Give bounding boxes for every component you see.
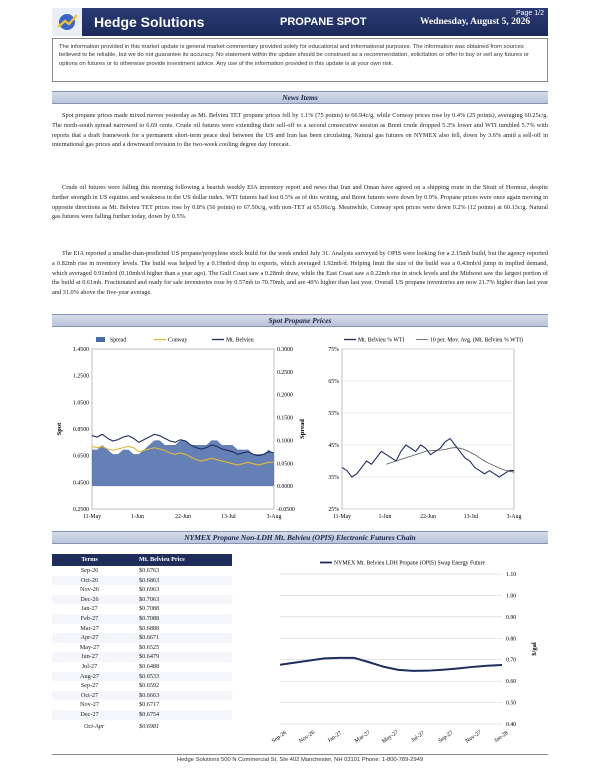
x-tick-label: 1-Jun xyxy=(378,514,392,520)
belvieu-wti-chart xyxy=(312,331,548,527)
y-tick-label: 1.10 xyxy=(506,572,517,578)
hedge-solutions-logo xyxy=(52,8,82,36)
y-tick-label: 1.00 xyxy=(506,593,517,600)
legend-label: NYMEX Mt. Belvieu LDH Propane (OPIS) Swap Energy Future xyxy=(334,560,486,567)
price-cell: $0.6592 xyxy=(139,682,160,690)
x-tick-label: Nov-26 xyxy=(298,729,317,745)
y-tick-label: 0.60 xyxy=(506,679,517,686)
brand-name: Hedge Solutions xyxy=(94,14,205,30)
y-tick-label: 0.80 xyxy=(506,636,517,643)
news-heading: News Items xyxy=(52,91,548,104)
x-tick-label: 3-Aug xyxy=(266,514,282,520)
y-tick-label: 1.4500 xyxy=(73,347,89,353)
spot-heading: Spot Propane Prices xyxy=(52,314,548,327)
term-cell: Nov-26 xyxy=(80,586,99,594)
x-tick-label: 22-Jun xyxy=(175,514,191,520)
y-tick-label: 75% xyxy=(328,347,339,353)
logo-icon xyxy=(56,12,78,32)
avg-price: $0.6981 xyxy=(139,723,160,730)
y-tick-label: 45% xyxy=(328,443,339,449)
report-date: Wednesday, August 5, 2026 xyxy=(420,17,531,27)
y-tick-label: 0.2500 xyxy=(73,507,89,513)
footer: Hedge Solutions 500 N Commercial St, Ste 402 Manchester, NH 03101 Phone: 1-800-789-2949 xyxy=(52,754,548,765)
price-cell: $0.6754 xyxy=(139,710,160,718)
x-tick-label: Sep-27 xyxy=(437,730,455,745)
price-cell: $0.6533 xyxy=(139,672,160,680)
x-tick-label: 13-Jul xyxy=(463,514,479,520)
table-row xyxy=(52,691,232,701)
price-cell: $0.6863 xyxy=(139,576,160,584)
price-cell: $0.6479 xyxy=(139,653,160,661)
term-cell: Oct-26 xyxy=(80,576,99,584)
term-cell: Jul-27 xyxy=(81,662,98,670)
y-tick-label: 0.6500 xyxy=(73,453,89,460)
futures-curve-chart xyxy=(240,552,548,748)
x-tick-label: 13-Jul xyxy=(221,514,236,520)
price-cell: $0.7088 xyxy=(139,605,160,613)
price-cell: $0.7063 xyxy=(139,595,160,603)
legend-label: Spread xyxy=(110,337,127,344)
futures-average-row xyxy=(52,723,232,730)
table-row xyxy=(52,566,232,576)
col-terms: Terms xyxy=(81,556,98,563)
term-cell: Jan-27 xyxy=(81,605,98,613)
term-cell: Aug-27 xyxy=(80,672,99,680)
price-cell: $0.6963 xyxy=(139,586,160,594)
y2-tick-label: 0.0500 xyxy=(277,461,293,468)
x-tick-label: Jan-27 xyxy=(326,730,343,745)
news-paragraph-1: Spot propane prices made mixed moves yesterday as Mt. Belvieu TET propane prices fell by 1.1% (75 points) to 66.94c/g, while Conway prices rose by 0.4% (25 points), averaging 60.25c/g. The north-south spread narrowed to 6.69 cents. Crude oil futures were extending their sell-off to a second consecutive session as Brent crude dropped 5.3% lower and WTI tumbled 5.7% with reports that a draft framework for a permanent short-term peace deal between the US and Iran has been circulating. Natural gas futures on NYMEX also fell, down by 3.6% amid a sell-off in international gas prices and a downward revision to the two-week cooling degree day forecast. xyxy=(52,112,548,149)
legend-label: Mt. Belvieu % WTI xyxy=(358,337,405,344)
legend-label: 10 per. Mov. Avg. (Mt. Belvieu % WTI) xyxy=(430,337,523,344)
y-axis-label: $/gal xyxy=(531,642,538,656)
term-cell: Dec-27 xyxy=(80,710,99,718)
price-cell: $0.6717 xyxy=(139,701,160,709)
table-row xyxy=(52,700,232,710)
x-tick-label: 3-Aug xyxy=(506,514,522,520)
futures-table xyxy=(52,554,232,720)
x-tick-label: Nov-27 xyxy=(464,729,483,745)
table-row xyxy=(52,643,232,653)
x-tick-label: Sep-26 xyxy=(270,730,288,745)
y-tick-label: 1.2500 xyxy=(73,373,89,380)
y-tick-label: 35% xyxy=(328,475,339,481)
price-cell: $0.6888 xyxy=(139,624,160,632)
price-cell: $0.6488 xyxy=(139,662,160,670)
table-row xyxy=(52,585,232,595)
price-cell: $0.6663 xyxy=(139,691,160,699)
y2-tick-label: 0.3000 xyxy=(277,347,293,353)
price-cell: $0.6525 xyxy=(139,643,160,651)
x-tick-label: Jul-27 xyxy=(410,730,426,744)
term-cell: Feb-27 xyxy=(80,614,99,622)
table-row xyxy=(52,662,232,672)
y-tick-label: 0.40 xyxy=(506,722,517,728)
page-number: Page 1/2 xyxy=(515,10,544,17)
table-row xyxy=(52,595,232,605)
term-cell: Nov-27 xyxy=(80,701,99,709)
term-cell: Apr-27 xyxy=(80,634,99,642)
x-tick-label: 22-Jun xyxy=(420,514,436,520)
term-cell: Oct-27 xyxy=(80,691,99,699)
price-cell: $0.6763 xyxy=(139,567,160,574)
term-cell: Jun-27 xyxy=(81,653,98,661)
doc-title: PROPANE SPOT xyxy=(280,16,367,28)
x-tick-label: 11-May xyxy=(82,514,102,520)
futures-table-header xyxy=(52,554,232,566)
legend-swatch xyxy=(96,337,105,342)
y-tick-label: 65% xyxy=(328,379,339,385)
y-tick-label: 55% xyxy=(328,411,339,417)
table-row xyxy=(52,633,232,643)
legend-label: Mt. Belvieu xyxy=(226,337,254,344)
news-paragraph-3: The EIA reported a smaller-than-predicted US propane/propylene stock build for the week ended July 31. Analysts surveyed by OPIS were looking for a 2.15mb build, but the agency reported a 0.82mb rise in inventory levels. The build was helped by a 0.19mb/d drop in exports, which averaged 1.92mb/d. Helping limit the size of the build was a 0.43mb/d jump in implied demand, which averaged 0.91mb/d (0.10mb/d higher than a year ago). The Gulf Coast saw a 0.28mb draw, while the East Coast saw a 0.22mb rise in stock levels and the Midwest saw the largest portion of the build at 0.61mb. Fractionated and ready for sale inventories rose by 0.57mb to 70.70mb, and are 40% higher than last year. Overall US propane inventories are now 21.7% higher than last year and 31.0% above the five-year average. xyxy=(52,250,548,296)
term-cell: Sep-26 xyxy=(80,567,99,574)
y2-tick-label: 0.2500 xyxy=(277,369,293,376)
price-cell: $0.6671 xyxy=(139,634,160,642)
x-tick-label: 11-May xyxy=(332,514,352,520)
y2-tick-label: 0.0000 xyxy=(277,484,293,491)
y-tick-label: 1.0500 xyxy=(73,400,89,407)
term-cell: Dec-26 xyxy=(80,595,99,603)
table-row xyxy=(52,604,232,614)
y2-tick-label: 0.1000 xyxy=(277,438,293,445)
y2-tick-label: -0.0500 xyxy=(277,507,295,513)
col-price: Mt. Belvieu Price xyxy=(139,556,185,563)
table-row xyxy=(52,614,232,624)
y2-axis-label: Spread xyxy=(299,419,306,439)
x-tick-label: Mar-27 xyxy=(353,729,372,745)
table-row xyxy=(52,652,232,662)
table-row xyxy=(52,576,232,586)
y-tick-label: 0.8500 xyxy=(73,427,89,433)
legend-label: Conway xyxy=(168,337,188,344)
price-cell: $0.7088 xyxy=(139,614,160,622)
term-cell: Mar-27 xyxy=(80,624,99,632)
term-cell: May-27 xyxy=(79,643,100,651)
y2-tick-label: 0.2000 xyxy=(277,392,293,399)
y-tick-label: 0.4500 xyxy=(73,480,89,487)
futures-heading: NYMEX Propane Non-LDH Mt. Belvieu (OPIS) Electronic Futures Chain xyxy=(52,531,548,544)
x-tick-label: 1-Jun xyxy=(131,514,144,520)
x-tick-label: May-27 xyxy=(381,729,400,745)
y-tick-label: 0.70 xyxy=(506,657,517,664)
table-row xyxy=(52,672,232,682)
news-paragraph-2: Crude oil futures were falling this morning following a bearish weekly EIA inventory report and news that Iran and Oman have agreed on a shipping route in the Strait of Hormuz, despite further strength in US equities and weakness in the US dollar index. WTI futures had lost 0.5% as of this writing, and Brent futures were down by 0.9%. Propane prices were once again moving in opposite directions as Mt. Belvieu TET prices rose by 0.8% (56 points) to 67.50c/g, with non-TET at 65.06c/g. Meanwhile, Conway spot prices were down 0.2% (12 points) at 60.13c/g. Natural gas futures were falling further today, down by 0.5%. xyxy=(52,184,548,221)
avg-label: Oct-Apr xyxy=(84,723,105,730)
y-axis-label: Spot xyxy=(56,422,63,436)
y-tick-label: 25% xyxy=(328,507,339,513)
y2-tick-label: 0.1500 xyxy=(277,415,293,422)
table-row xyxy=(52,624,232,634)
futures-curve-chart-svg xyxy=(240,552,548,748)
plot-frame xyxy=(342,349,514,509)
spot-price-chart-svg xyxy=(52,331,310,527)
y-tick-label: 0.50 xyxy=(506,700,517,707)
belvieu-wti-chart-svg xyxy=(312,331,548,527)
table-row xyxy=(52,710,232,720)
table-row xyxy=(52,681,232,691)
disclaimer: The information provided in this market update is general market commentary provided solely for educational and informational purposes. The information was obtained from sources believed to be reliable, but we do not guarantee its accuracy. No statement within the update should be construed as a recommendation, solicitation or offer to buy or sell any futures or options on futures or to otherwise provide investment advice. Any use of the information provided in this update is at your own risk. xyxy=(52,38,548,82)
y-tick-label: 0.90 xyxy=(506,614,517,621)
spot-price-chart xyxy=(52,331,310,527)
page-header xyxy=(52,8,548,36)
x-tick-label: Jan-28 xyxy=(493,730,510,745)
term-cell: Sep-27 xyxy=(80,682,99,690)
